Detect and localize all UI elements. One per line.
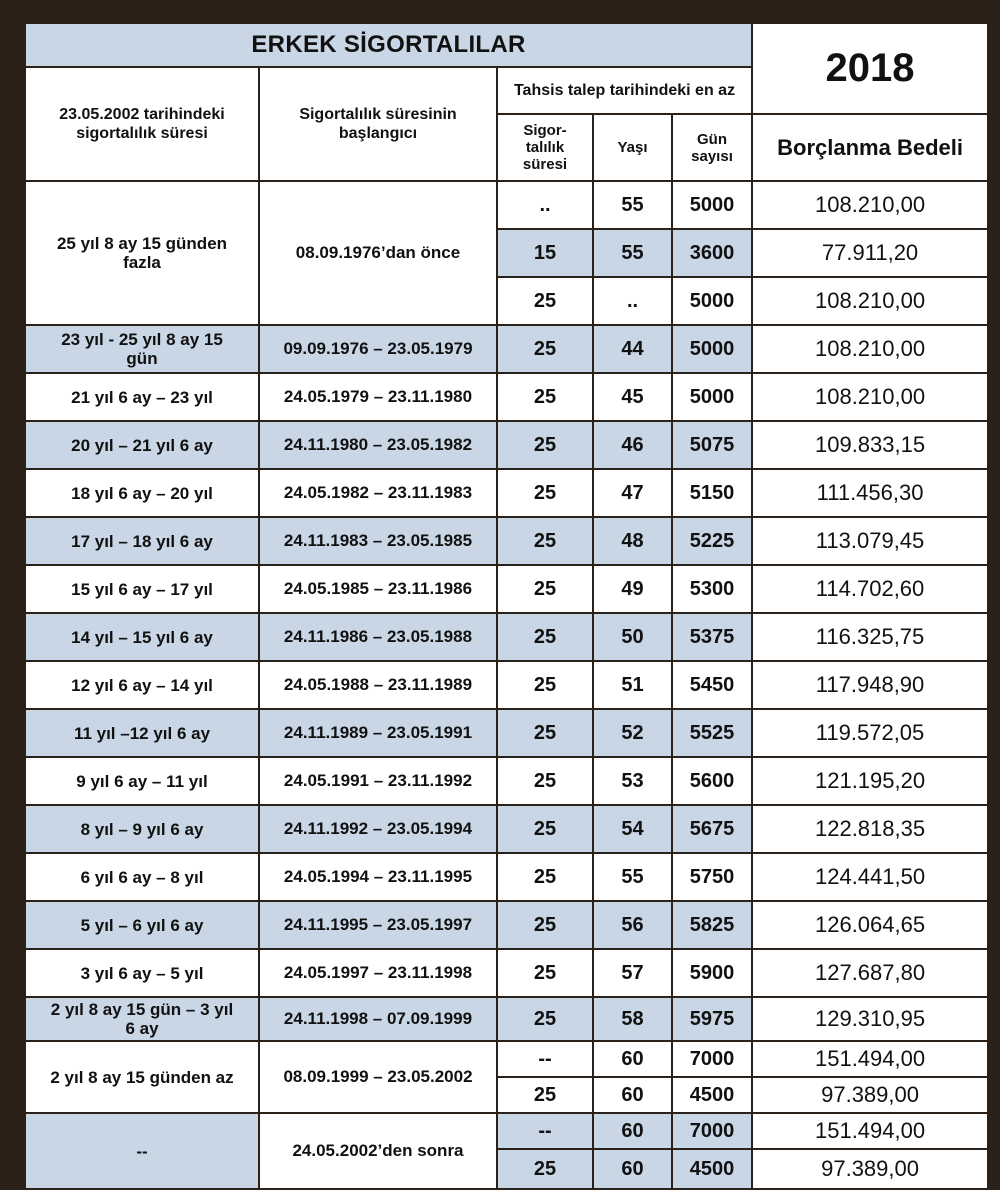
table-row bbox=[25, 757, 988, 805]
cell-sigortalilik: 25 bbox=[497, 373, 593, 421]
cell-gun-sayisi: 5075 bbox=[672, 421, 752, 469]
cell-gun-sayisi: 7000 bbox=[672, 1041, 752, 1077]
col-header-sigortalilik: Sigor- talılık süresi bbox=[497, 114, 593, 181]
cell-gun-sayisi: 5225 bbox=[672, 517, 752, 565]
cell-yas: 47 bbox=[593, 469, 672, 517]
cell-sigortalilik: 25 bbox=[497, 565, 593, 613]
table-row bbox=[25, 181, 988, 229]
cell-sigortalilik-suresi: 12 yıl 6 ay – 14 yıl bbox=[25, 661, 259, 709]
cell-sigortalilik: 25 bbox=[497, 853, 593, 901]
cell-baslangic: 24.11.1986 – 23.05.1988 bbox=[259, 613, 497, 661]
table-row bbox=[25, 901, 988, 949]
cell-sigortalilik-suresi: 20 yıl – 21 yıl 6 ay bbox=[25, 421, 259, 469]
cell-sigortalilik-suresi: 6 yıl 6 ay – 8 yıl bbox=[25, 853, 259, 901]
cell-baslangic: 24.11.1995 – 23.05.1997 bbox=[259, 901, 497, 949]
table-row bbox=[25, 517, 988, 565]
cell-sigortalilik-suresi: 15 yıl 6 ay – 17 yıl bbox=[25, 565, 259, 613]
cell-gun-sayisi: 5000 bbox=[672, 181, 752, 229]
cell-sigortalilik: 25 bbox=[497, 949, 593, 997]
cell-sigortalilik-suresi: -- bbox=[25, 1113, 259, 1189]
cell-yas: 54 bbox=[593, 805, 672, 853]
table-row bbox=[25, 805, 988, 853]
cell-sigortalilik: 25 bbox=[497, 421, 593, 469]
cell-borclanma-bedeli: 126.064,65 bbox=[752, 901, 988, 949]
cell-borclanma-bedeli: 108.210,00 bbox=[752, 277, 988, 325]
cell-borclanma-bedeli: 109.833,15 bbox=[752, 421, 988, 469]
cell-sigortalilik: 25 bbox=[497, 613, 593, 661]
cell-sigortalilik: 25 bbox=[497, 469, 593, 517]
cell-borclanma-bedeli: 124.441,50 bbox=[752, 853, 988, 901]
cell-yas: 60 bbox=[593, 1041, 672, 1077]
cell-borclanma-bedeli: 108.210,00 bbox=[752, 181, 988, 229]
cell-gun-sayisi: 5300 bbox=[672, 565, 752, 613]
cell-baslangic: 24.05.1985 – 23.11.1986 bbox=[259, 565, 497, 613]
cell-sigortalilik: 25 bbox=[497, 277, 593, 325]
cell-sigortalilik-suresi: 21 yıl 6 ay – 23 yıl bbox=[25, 373, 259, 421]
cell-sigortalilik-suresi: 25 yıl 8 ay 15 günden fazla bbox=[25, 181, 259, 325]
cell-borclanma-bedeli: 108.210,00 bbox=[752, 325, 988, 373]
table-row bbox=[25, 613, 988, 661]
col-header-yas: Yaşı bbox=[593, 114, 672, 181]
cell-gun-sayisi: 5900 bbox=[672, 949, 752, 997]
cell-gun-sayisi: 5600 bbox=[672, 757, 752, 805]
cell-sigortalilik-suresi: 2 yıl 8 ay 15 gün – 3 yıl 6 ay bbox=[25, 997, 259, 1041]
cell-sigortalilik: 25 bbox=[497, 997, 593, 1041]
cell-sigortalilik: -- bbox=[497, 1041, 593, 1077]
cell-gun-sayisi: 5975 bbox=[672, 997, 752, 1041]
cell-yas: 58 bbox=[593, 997, 672, 1041]
cell-yas: 44 bbox=[593, 325, 672, 373]
table-row bbox=[25, 1041, 988, 1077]
col-header-tahsis: Tahsis talep tarihindeki en az bbox=[497, 67, 752, 114]
borclanma-table bbox=[24, 22, 989, 1190]
cell-gun-sayisi: 5000 bbox=[672, 277, 752, 325]
cell-sigortalilik: -- bbox=[497, 1113, 593, 1149]
cell-baslangic: 08.09.1999 – 23.05.2002 bbox=[259, 1041, 497, 1113]
cell-gun-sayisi: 5675 bbox=[672, 805, 752, 853]
cell-baslangic: 08.09.1976’dan önce bbox=[259, 181, 497, 325]
cell-gun-sayisi: 5375 bbox=[672, 613, 752, 661]
cell-borclanma-bedeli: 151.494,00 bbox=[752, 1041, 988, 1077]
cell-baslangic: 24.05.1994 – 23.11.1995 bbox=[259, 853, 497, 901]
cell-yas: 57 bbox=[593, 949, 672, 997]
cell-sigortalilik-suresi: 23 yıl - 25 yıl 8 ay 15 gün bbox=[25, 325, 259, 373]
table-row bbox=[25, 949, 988, 997]
cell-sigortalilik: 25 bbox=[497, 325, 593, 373]
cell-borclanma-bedeli: 97.389,00 bbox=[752, 1077, 988, 1113]
cell-yas: 55 bbox=[593, 181, 672, 229]
cell-borclanma-bedeli: 111.456,30 bbox=[752, 469, 988, 517]
cell-yas: 46 bbox=[593, 421, 672, 469]
cell-gun-sayisi: 5000 bbox=[672, 325, 752, 373]
cell-baslangic: 09.09.1976 – 23.05.1979 bbox=[259, 325, 497, 373]
cell-sigortalilik: 25 bbox=[497, 709, 593, 757]
col-header-sure: 23.05.2002 tarihindeki sigortalılık süresi bbox=[25, 67, 259, 181]
cell-yas: 56 bbox=[593, 901, 672, 949]
cell-sigortalilik-suresi: 2 yıl 8 ay 15 günden az bbox=[25, 1041, 259, 1113]
cell-sigortalilik-suresi: 17 yıl – 18 yıl 6 ay bbox=[25, 517, 259, 565]
year-header: 2018 bbox=[752, 23, 988, 114]
cell-yas: 50 bbox=[593, 613, 672, 661]
cell-borclanma-bedeli: 151.494,00 bbox=[752, 1113, 988, 1149]
cell-yas: 45 bbox=[593, 373, 672, 421]
cell-borclanma-bedeli: 127.687,80 bbox=[752, 949, 988, 997]
cell-yas: 55 bbox=[593, 229, 672, 277]
cell-sigortalilik-suresi: 14 yıl – 15 yıl 6 ay bbox=[25, 613, 259, 661]
cell-sigortalilik: 25 bbox=[497, 901, 593, 949]
table-row bbox=[25, 661, 988, 709]
cell-sigortalilik: 25 bbox=[497, 661, 593, 709]
cell-sigortalilik-suresi: 11 yıl –12 yıl 6 ay bbox=[25, 709, 259, 757]
cell-yas: 55 bbox=[593, 853, 672, 901]
cell-gun-sayisi: 5450 bbox=[672, 661, 752, 709]
cell-yas: 52 bbox=[593, 709, 672, 757]
cell-baslangic: 24.11.1992 – 23.05.1994 bbox=[259, 805, 497, 853]
cell-sigortalilik-suresi: 5 yıl – 6 yıl 6 ay bbox=[25, 901, 259, 949]
table-body bbox=[25, 181, 988, 1189]
cell-baslangic: 24.11.1983 – 23.05.1985 bbox=[259, 517, 497, 565]
cell-gun-sayisi: 5150 bbox=[672, 469, 752, 517]
cell-sigortalilik-suresi: 9 yıl 6 ay – 11 yıl bbox=[25, 757, 259, 805]
cell-gun-sayisi: 5750 bbox=[672, 853, 752, 901]
cell-sigortalilik-suresi: 18 yıl 6 ay – 20 yıl bbox=[25, 469, 259, 517]
cell-gun-sayisi: 5825 bbox=[672, 901, 752, 949]
cell-sigortalilik: 15 bbox=[497, 229, 593, 277]
cell-baslangic: 24.11.1998 – 07.09.1999 bbox=[259, 997, 497, 1041]
cell-yas: 51 bbox=[593, 661, 672, 709]
cell-borclanma-bedeli: 77.911,20 bbox=[752, 229, 988, 277]
cell-sigortalilik: 25 bbox=[497, 1077, 593, 1113]
cell-borclanma-bedeli: 117.948,90 bbox=[752, 661, 988, 709]
cell-sigortalilik-suresi: 3 yıl 6 ay – 5 yıl bbox=[25, 949, 259, 997]
cell-yas: 60 bbox=[593, 1149, 672, 1189]
table-row bbox=[25, 421, 988, 469]
cell-gun-sayisi: 4500 bbox=[672, 1077, 752, 1113]
cell-borclanma-bedeli: 97.389,00 bbox=[752, 1149, 988, 1189]
cell-gun-sayisi: 5000 bbox=[672, 373, 752, 421]
col-header-borc: Borçlanma Bedeli bbox=[752, 114, 988, 181]
cell-sigortalilik: .. bbox=[497, 181, 593, 229]
cell-yas: 60 bbox=[593, 1077, 672, 1113]
cell-baslangic: 24.05.1988 – 23.11.1989 bbox=[259, 661, 497, 709]
table-row bbox=[25, 373, 988, 421]
cell-borclanma-bedeli: 113.079,45 bbox=[752, 517, 988, 565]
cell-borclanma-bedeli: 116.325,75 bbox=[752, 613, 988, 661]
cell-baslangic: 24.11.1980 – 23.05.1982 bbox=[259, 421, 497, 469]
cell-baslangic: 24.11.1989 – 23.05.1991 bbox=[259, 709, 497, 757]
table-row bbox=[25, 325, 988, 373]
cell-yas: 53 bbox=[593, 757, 672, 805]
table-row bbox=[25, 469, 988, 517]
cell-yas: .. bbox=[593, 277, 672, 325]
cell-yas: 60 bbox=[593, 1113, 672, 1149]
col-header-gun: Gün sayısı bbox=[672, 114, 752, 181]
cell-sigortalilik: 25 bbox=[497, 517, 593, 565]
cell-borclanma-bedeli: 114.702,60 bbox=[752, 565, 988, 613]
borclanma-table-wrapper bbox=[24, 22, 989, 1190]
cell-sigortalilik: 25 bbox=[497, 757, 593, 805]
cell-gun-sayisi: 3600 bbox=[672, 229, 752, 277]
cell-baslangic: 24.05.1997 – 23.11.1998 bbox=[259, 949, 497, 997]
cell-baslangic: 24.05.1982 – 23.11.1983 bbox=[259, 469, 497, 517]
cell-sigortalilik: 25 bbox=[497, 805, 593, 853]
table-row bbox=[25, 1113, 988, 1149]
cell-yas: 49 bbox=[593, 565, 672, 613]
cell-yas: 48 bbox=[593, 517, 672, 565]
cell-borclanma-bedeli: 129.310,95 bbox=[752, 997, 988, 1041]
cell-gun-sayisi: 5525 bbox=[672, 709, 752, 757]
cell-borclanma-bedeli: 108.210,00 bbox=[752, 373, 988, 421]
cell-borclanma-bedeli: 122.818,35 bbox=[752, 805, 988, 853]
cell-gun-sayisi: 4500 bbox=[672, 1149, 752, 1189]
table-row bbox=[25, 997, 988, 1041]
cell-sigortalilik: 25 bbox=[497, 1149, 593, 1189]
col-header-baslangic: Sigortalılık süresinin başlangıcı bbox=[259, 67, 497, 181]
table-row bbox=[25, 853, 988, 901]
table-row bbox=[25, 565, 988, 613]
cell-baslangic: 24.05.2002’den sonra bbox=[259, 1113, 497, 1189]
cell-baslangic: 24.05.1991 – 23.11.1992 bbox=[259, 757, 497, 805]
table-row bbox=[25, 709, 988, 757]
cell-gun-sayisi: 7000 bbox=[672, 1113, 752, 1149]
cell-sigortalilik-suresi: 8 yıl – 9 yıl 6 ay bbox=[25, 805, 259, 853]
table-title: ERKEK SİGORTALILAR bbox=[25, 23, 752, 67]
cell-borclanma-bedeli: 119.572,05 bbox=[752, 709, 988, 757]
cell-borclanma-bedeli: 121.195,20 bbox=[752, 757, 988, 805]
cell-baslangic: 24.05.1979 – 23.11.1980 bbox=[259, 373, 497, 421]
